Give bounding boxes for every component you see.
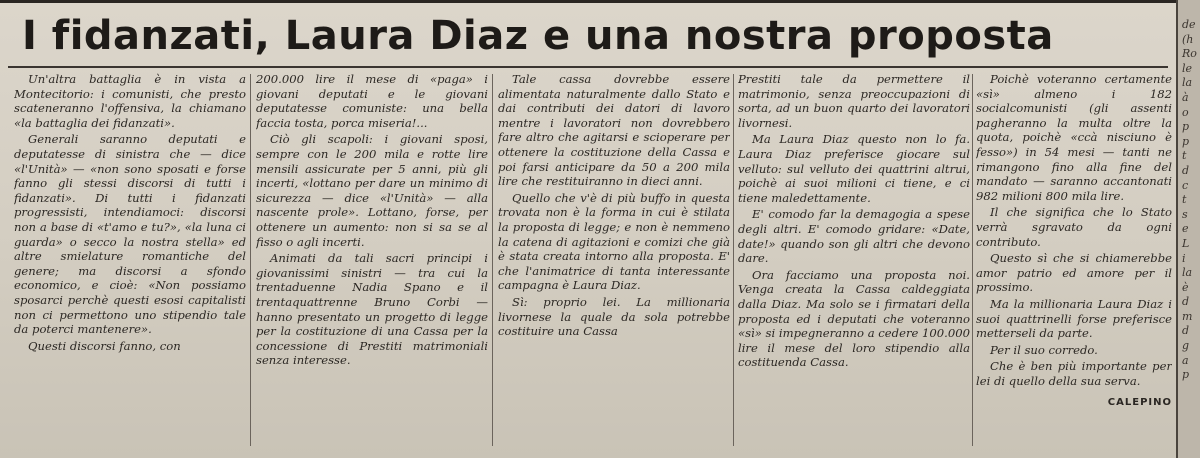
paragraph: Questi discorsi fanno, con — [28, 338, 181, 353]
edge-fragment: e — [1182, 222, 1189, 236]
edge-fragment: o — [1182, 105, 1189, 119]
paragraph: Tale cassa dovrebbe essere alimentata naturalmente dallo Stato e dai contributi dei datori di lavoro mentre i lavoratori non dovrebbero fare altro che agitarsi e scioperare per ottenere la costituzione della Cassa e poi farsi anticipare da 50 a 200 mila lire che restituiranno in dieci anni. — [498, 72, 730, 189]
headline: I fidanzati, Laura Diaz e una nostra proposta — [22, 13, 1054, 59]
paragraph: Che è ben più importante per lei di quello della sua serva. — [976, 359, 1172, 388]
paragraph: Prestiti tale da permettere il matrimonio, senza preoccupazioni di sorta, ad un buon quarto dei lavoratori livornesi. — [738, 72, 970, 130]
edge-fragment: à — [1182, 90, 1189, 104]
column-separator — [492, 74, 493, 446]
edge-fragment: a — [1182, 353, 1189, 367]
edge-fragment: c — [1182, 178, 1189, 192]
paragraph: E' comodo far la demagogia a spese degli altri. E' comodo gridare: «Date, date!» quando son gli altri che devono dare. — [738, 207, 970, 266]
article-column-4 — [738, 72, 970, 450]
paragraph: 200.000 lire il mese di «paga» i giovani deputati e le giovani deputatesse comuniste: una bella faccia tosta, porca miseria!... — [256, 72, 488, 130]
article-column-1 — [14, 72, 246, 450]
edge-fragment: p — [1182, 368, 1190, 382]
edge-fragment: s — [1182, 207, 1188, 221]
edge-fragment: Ro — [1182, 47, 1197, 61]
edge-fragment: d — [1182, 324, 1190, 338]
edge-fragment: la — [1182, 76, 1193, 90]
paragraph: Sì: proprio lei. La millionaria livornese la quale da sola potrebbe costituire una Cassa — [498, 294, 730, 339]
edge-fragment: la — [1182, 266, 1193, 280]
article-columns — [14, 72, 1172, 452]
edge-fragment: è — [1182, 280, 1189, 294]
edge-fragment: le — [1182, 61, 1193, 75]
paragraph: Ma Laura Diaz questo non lo fa. Laura Diaz preferisce giocare sul velluto: sul velluto dei quattrini altrui, poichè ai suoi milioni ci tiene, e ci tiene maledettamente. — [738, 132, 970, 205]
edge-fragment: d — [1182, 295, 1190, 309]
column-separator — [972, 74, 973, 446]
adjacent-column-edge — [1176, 0, 1200, 458]
paragraph: Per il suo corredo. — [990, 342, 1098, 357]
article-column-3 — [498, 72, 730, 450]
paragraph: Generali saranno deputati e deputatesse di sinistra che — dice «l'Unità» — «non sono sposati e forse fanno gli stessi discorsi di tutti i fidanzati». Di tutti i fidanzati progressisti, intendiamoci: discorsi non a base di «t'amo e tu?», «la luna ci guarda» o secco la nostra stella» ed altre smielature romantiche del genere; ma discorsi a sfondo economico, e cioè: «Non possiamo sposarci perchè questi esosi capitalisti non ci permettono uno stipendio tale da poterci mantenere». — [14, 132, 246, 337]
edge-fragment: t — [1182, 193, 1187, 207]
edge-fragment: L — [1182, 236, 1190, 250]
edge-fragment: d — [1182, 163, 1190, 177]
article-column-2 — [256, 72, 488, 450]
adjacent-column-fragments — [1182, 18, 1198, 383]
paragraph: Ora facciamo una proposta noi. Venga creata la Cassa caldeggiata dalla Diaz. Ma solo se i firmatari della proposta ed i deputati che voteranno «sì» si impegneranno a cedere 100.000 lire il mese del loro stipendio alla costituenda Cassa. — [738, 267, 970, 370]
paragraph: Il che significa che lo Stato verrà sgravato da ogni contributo. — [976, 205, 1172, 249]
edge-fragment: p — [1182, 134, 1190, 148]
column-separator — [733, 74, 734, 446]
column-separator — [250, 74, 251, 446]
paragraph: Poichè voteranno certamente «sì» almeno i 182 socialcomunisti (gli assenti pagheranno la multa oltre la quota, poichè «ccà nisciuno è fesso») in 54 mesi — tanti ne rimangono fino alla fine del mandato — saranno accantonati 982 milioni 800 mila lire. — [976, 72, 1172, 203]
paragraph: Un'altra battaglia è in vista a Montecitorio: i comunisti, che presto scateneranno l'offensiva, la chiamano «la battaglia dei fidanzati». — [14, 72, 246, 130]
edge-fragment: p — [1182, 120, 1190, 134]
edge-fragment: t — [1182, 149, 1187, 163]
article-column-5 — [976, 72, 1172, 450]
edge-fragment: m — [1182, 309, 1193, 323]
edge-fragment: (h — [1182, 32, 1194, 46]
edge-fragment: i — [1182, 251, 1186, 265]
paragraph: Questo sì che si chiamerebbe amor patrio ed amore per il prossimo. — [976, 251, 1172, 295]
top-rule — [0, 0, 1200, 3]
paragraph: Quello che v'è di più buffo in questa trovata non è la forma in cui è stilata la proposta di legge; e non è nemmeno la catena di agitazioni e comizi che già è stata creata intorno alla proposta. E' che l'animatrice di tanta interessante campagna è Laura Diaz. — [498, 190, 730, 293]
paragraph: Animati da tali sacri principi i giovanissimi sinistri — tra cui la trentaduenne Nadia Spano e il trentaquattrenne Bruno Corbi — hanno presentato un progetto di legge per la costituzione di una Cassa per la concessione di Prestiti matrimoniali senza interesse. — [256, 251, 488, 368]
author-signature: CALEPINO — [1107, 397, 1172, 409]
edge-fragment: g — [1182, 339, 1190, 353]
paragraph: Ma la millionaria Laura Diaz i suoi quattrinelli forse preferisce metterseli da parte. — [976, 296, 1172, 341]
edge-rule — [1176, 0, 1178, 458]
edge-fragment: de — [1182, 18, 1196, 31]
headline-rule — [8, 66, 1168, 68]
paragraph: Ciò gli scapoli: i giovani sposi, sempre con le 200 mila e rotte lire mensili assicurate per 5 anni, più gli incerti, «lottano per dare un minimo di sicurezza — dice «l'Unità» — alla nascente prole». Lottano, forse, per ottenere un aumento: non si sa se al fisso o agli incerti. — [256, 132, 488, 249]
